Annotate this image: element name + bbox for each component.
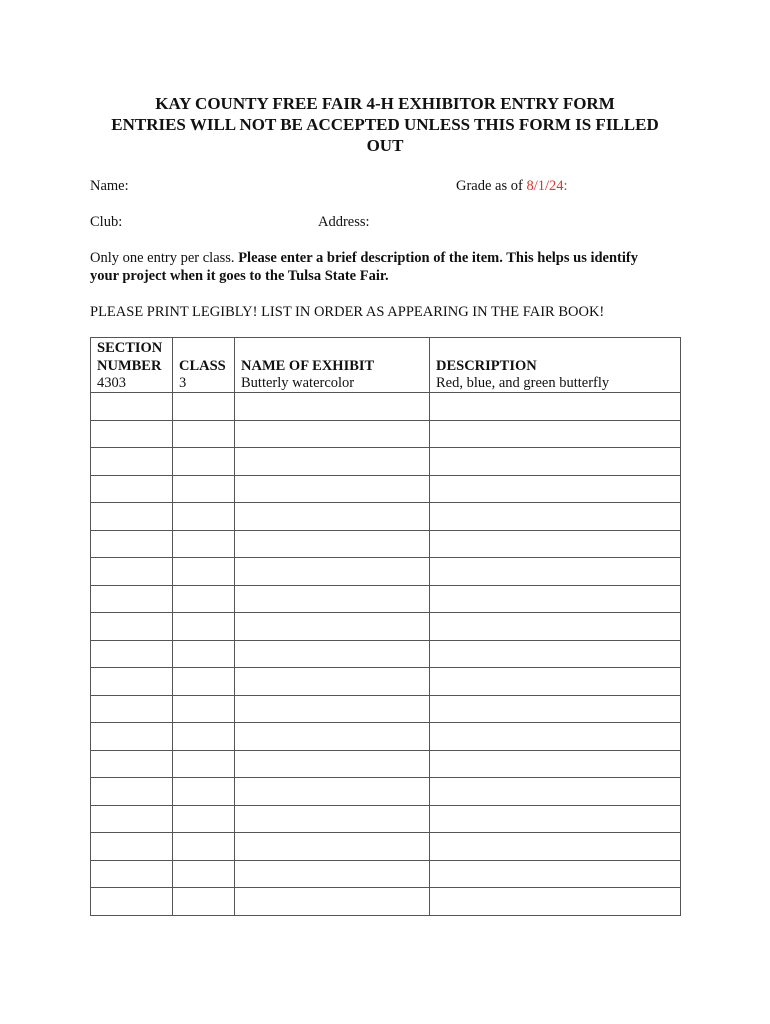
table-row-blank <box>91 888 681 916</box>
cell-name[interactable] <box>235 888 430 916</box>
table-row-blank <box>91 448 681 476</box>
table-row-blank <box>91 503 681 531</box>
table-header-row <box>91 338 681 376</box>
cell-name[interactable] <box>235 503 430 531</box>
cell-description[interactable] <box>430 420 681 448</box>
cell-section[interactable] <box>91 640 173 668</box>
cell-name[interactable] <box>235 668 430 696</box>
cell-class[interactable] <box>173 420 235 448</box>
table-row-blank <box>91 695 681 723</box>
cell-description[interactable] <box>430 860 681 888</box>
cell-class[interactable] <box>173 503 235 531</box>
cell-section[interactable] <box>91 888 173 916</box>
cell-name[interactable] <box>235 805 430 833</box>
cell-name[interactable] <box>235 778 430 806</box>
cell-section[interactable]: 4303 <box>91 375 173 393</box>
title-line-3: OUT <box>366 136 404 155</box>
instructions-plain: Only one entry per class. <box>90 250 239 266</box>
cell-name[interactable] <box>235 393 430 421</box>
cell-class[interactable] <box>173 640 235 668</box>
cell-section[interactable] <box>91 750 173 778</box>
cell-description[interactable] <box>430 695 681 723</box>
table-row-blank <box>91 723 681 751</box>
cell-name[interactable] <box>235 750 430 778</box>
cell-section[interactable] <box>91 860 173 888</box>
table-row-blank <box>91 530 681 558</box>
cell-description[interactable] <box>430 750 681 778</box>
table-row-blank <box>91 805 681 833</box>
cell-name[interactable] <box>235 530 430 558</box>
table-row-blank <box>91 860 681 888</box>
grade-date: 8/1/24: <box>526 178 568 194</box>
cell-description[interactable] <box>430 503 681 531</box>
cell-section[interactable] <box>91 475 173 503</box>
cell-section[interactable] <box>91 585 173 613</box>
title-line-1: KAY COUNTY FREE FAIR 4-H EXHIBITOR ENTRY FORM <box>155 94 615 113</box>
instructions-bold-2: your project when it goes to the Tulsa State Fair. <box>90 268 389 284</box>
cell-section[interactable] <box>91 393 173 421</box>
cell-name[interactable] <box>235 613 430 641</box>
cell-description[interactable] <box>430 778 681 806</box>
grade-label: Grade as of <box>456 178 527 194</box>
cell-name[interactable] <box>235 640 430 668</box>
cell-description[interactable] <box>430 613 681 641</box>
grade-field <box>456 177 568 195</box>
table-row-blank <box>91 750 681 778</box>
cell-name[interactable] <box>235 723 430 751</box>
cell-description[interactable] <box>430 558 681 586</box>
cell-description[interactable] <box>430 393 681 421</box>
table-row-blank <box>91 613 681 641</box>
cell-description[interactable] <box>430 530 681 558</box>
header-class: CLASS <box>173 338 235 376</box>
name-label: Name: <box>90 178 129 194</box>
club-label: Club: <box>90 214 123 230</box>
table-row-blank <box>91 393 681 421</box>
cell-class[interactable] <box>173 888 235 916</box>
cell-class[interactable] <box>173 613 235 641</box>
cell-section[interactable] <box>91 530 173 558</box>
cell-class[interactable] <box>173 750 235 778</box>
cell-class[interactable] <box>173 585 235 613</box>
cell-class[interactable] <box>173 558 235 586</box>
cell-description[interactable] <box>430 475 681 503</box>
cell-section[interactable] <box>91 805 173 833</box>
cell-description[interactable] <box>430 805 681 833</box>
table-row-blank <box>91 585 681 613</box>
cell-class[interactable] <box>173 393 235 421</box>
cell-section[interactable] <box>91 695 173 723</box>
cell-name[interactable] <box>235 448 430 476</box>
cell-name[interactable] <box>235 420 430 448</box>
table-row-blank <box>91 420 681 448</box>
cell-name[interactable] <box>235 860 430 888</box>
title-line-2: ENTRIES WILL NOT BE ACCEPTED UNLESS THIS FORM IS FILLED <box>111 115 659 134</box>
header-description: DESCRIPTION <box>430 338 681 376</box>
table-row-blank <box>91 668 681 696</box>
cell-section[interactable] <box>91 668 173 696</box>
cell-class[interactable]: 3 <box>173 375 235 393</box>
cell-name[interactable] <box>235 558 430 586</box>
cell-section[interactable] <box>91 723 173 751</box>
cell-class[interactable] <box>173 695 235 723</box>
cell-section[interactable] <box>91 448 173 476</box>
address-label: Address: <box>318 214 370 230</box>
cell-class[interactable] <box>173 805 235 833</box>
table-row-blank <box>91 640 681 668</box>
cell-class[interactable] <box>173 475 235 503</box>
table-row-blank <box>91 778 681 806</box>
instructions-bold-1: Please enter a brief description of the item. This helps us identify <box>238 250 638 266</box>
cell-section[interactable] <box>91 558 173 586</box>
table-row-blank <box>91 475 681 503</box>
cell-name[interactable] <box>235 475 430 503</box>
entry-table <box>90 337 681 916</box>
cell-section[interactable] <box>91 420 173 448</box>
table-row <box>91 375 681 393</box>
cell-description[interactable]: Red, blue, and green butterfly <box>430 375 681 393</box>
cell-description[interactable] <box>430 448 681 476</box>
cell-description[interactable] <box>430 640 681 668</box>
cell-class[interactable] <box>173 860 235 888</box>
cell-class[interactable] <box>173 723 235 751</box>
cell-name[interactable] <box>235 833 430 861</box>
cell-name[interactable] <box>235 695 430 723</box>
cell-description[interactable] <box>430 833 681 861</box>
form-title <box>60 93 710 156</box>
cell-description[interactable] <box>430 668 681 696</box>
cell-name[interactable]: Butterly watercolor <box>235 375 430 393</box>
cell-section[interactable] <box>91 503 173 531</box>
cell-name[interactable] <box>235 585 430 613</box>
table-row-blank <box>91 558 681 586</box>
cell-class[interactable] <box>173 448 235 476</box>
cell-class[interactable] <box>173 668 235 696</box>
header-section-number: SECTION NUMBER <box>91 338 173 376</box>
cell-section[interactable] <box>91 778 173 806</box>
header-name-of-exhibit: NAME OF EXHIBIT <box>235 338 430 376</box>
cell-description[interactable] <box>430 723 681 751</box>
cell-section[interactable] <box>91 613 173 641</box>
print-note: PLEASE PRINT LEGIBLY! LIST IN ORDER AS APPEARING IN THE FAIR BOOK! <box>90 304 605 320</box>
instructions-line-1 <box>90 249 638 267</box>
cell-description[interactable] <box>430 585 681 613</box>
cell-description[interactable] <box>430 888 681 916</box>
table-row-blank <box>91 833 681 861</box>
cell-section[interactable] <box>91 833 173 861</box>
cell-class[interactable] <box>173 833 235 861</box>
cell-class[interactable] <box>173 530 235 558</box>
cell-class[interactable] <box>173 778 235 806</box>
